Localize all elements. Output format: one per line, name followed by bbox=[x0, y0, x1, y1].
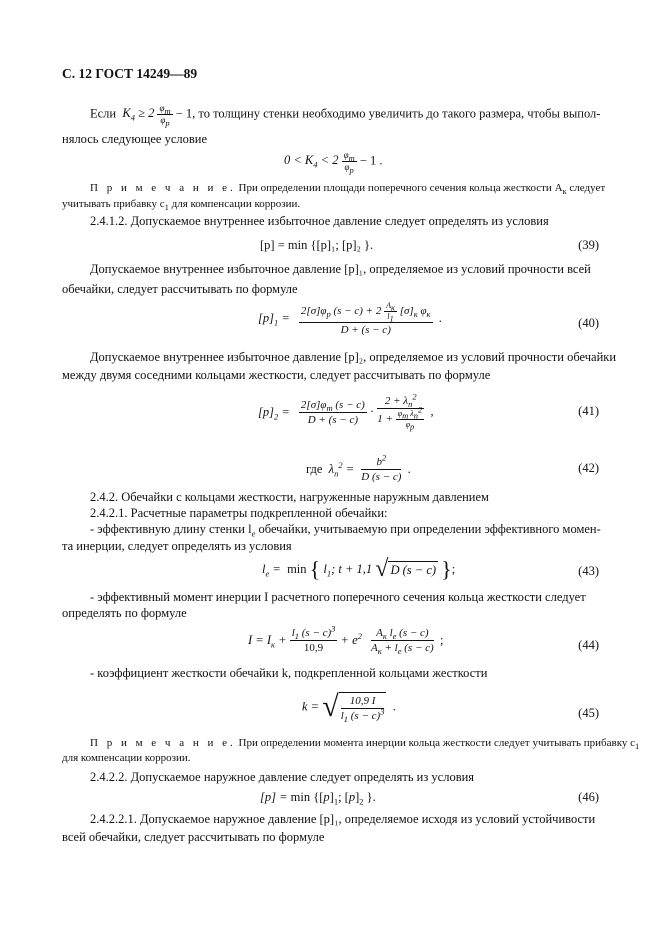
equation-45-number: (45) bbox=[578, 706, 599, 720]
condition-formula: $0 < K_4 < 2$ $\frac{\varphi_т}{\varphi_p}$ − 1 . bbox=[284, 150, 383, 175]
equation-42-number: (42) bbox=[578, 461, 599, 475]
bullet-effective-length: - эффективную длину стенки $l_e$ обечайки, учитываемую при определении эффективного момен- bbox=[90, 522, 601, 539]
equation-42: где $\lambda_n^2$ = $\frac{b^2}{D (s - c)}$ . bbox=[306, 452, 411, 483]
note-1-line2: учитывать прибавку $c_1$ для компенсации коррозии. bbox=[62, 198, 301, 213]
page-header: С. 12 ГОСТ 14249—89 bbox=[62, 66, 198, 81]
equation-39: [p] = min {[p]₁; [p]₂ }. bbox=[260, 238, 374, 252]
note-2-line2: для компенсации коррозии. bbox=[62, 752, 191, 764]
section-2-4-2-2-1-line2: всей обечайки, следует рассчитывать по формуле bbox=[62, 830, 325, 844]
equation-41-number: (41) bbox=[578, 404, 599, 418]
bullet-moment-of-inertia: - эффективный момент инерции I расчетного поперечного сечения кольца жесткости следует bbox=[90, 590, 586, 604]
equation-43: $l_e = \min$ { $l_1$; t + 1,1 √ D (s − c) }; bbox=[262, 556, 456, 582]
para-p1-line2: обечайки, следует рассчитывать по формуле bbox=[62, 282, 298, 296]
para-p2-line2: между двумя соседними кольцами жесткости, следует рассчитывать по формуле bbox=[62, 368, 491, 382]
equation-46-number: (46) bbox=[578, 790, 599, 804]
section-2-4-2-2-1: 2.4.2.2.1. Допускаемое наружное давление [p]₁, определяемое исходя из условий устойчивости bbox=[90, 812, 596, 826]
equation-45: k = √ $\frac{10,9 I}{l_1 (s - c)^3}$ . bbox=[302, 690, 396, 724]
bullet-effective-length-line2: та инерции, следует определять из условия bbox=[62, 539, 292, 553]
para-p2: Допускаемое внутреннее избыточное давление [p]₂, определяемое из условий прочности обечайки bbox=[90, 350, 617, 364]
equation-44: $I = I_к$ + $\frac{l_1 (s - c)^3}{10,9}$ + $e^2$ $\frac{A_к l_e (s - c)}{A_к + l_e (s - c)}$ ; bbox=[248, 623, 444, 657]
equation-39-number: (39) bbox=[578, 238, 599, 252]
section-2-4-2-2: 2.4.2.2. Допускаемое наружное давление следует определять из условия bbox=[90, 770, 475, 784]
bullet-moment-of-inertia-line2: определять по формуле bbox=[62, 606, 187, 620]
para-if-continuation: нялось следующее условие bbox=[62, 132, 208, 146]
equation-43-number: (43) bbox=[578, 564, 599, 578]
para-if-condition: Если $K_4 \ge 2$ $\frac{\varphi_т}{\varphi_p}$ − 1, то толщину стенки необходимо увеличить до такого размера, чтобы выпол- bbox=[90, 103, 601, 128]
section-2-4-2-1: 2.4.2.1. Расчетные параметры подкрепленной обечайки: bbox=[90, 506, 388, 520]
equation-41: $[p]_2$ = $\frac{2[\sigma]\varphi_т (s - c)}{D + (s - c)}$ · $2 + \lambda_n^2$ 1 + $\frac{\varphi_т \lambda_n^2}{\varphi_p}$ , bbox=[258, 391, 434, 432]
bullet-stiffness: - коэффициент жесткости обечайки k, подкрепленной кольцами жесткости bbox=[90, 666, 488, 680]
section-2-4-1-2: 2.4.1.2. Допускаемое внутреннее избыточное давление следует определять из условия bbox=[90, 214, 549, 228]
equation-44-number: (44) bbox=[578, 638, 599, 652]
equation-40: $[p]_1$ = $2[\sigma]\varphi_p$ (s − c) + 2 $\frac{A_к}{l_1}$ $[\sigma]_к$ $\varphi_к$ D + (s − c) . bbox=[258, 300, 442, 336]
equation-40-number: (40) bbox=[578, 316, 599, 330]
equation-46: $[p] = \min \{[p]_1$; $[p]_2$ }. bbox=[260, 790, 376, 807]
section-2-4-2: 2.4.2. Обечайки с кольцами жесткости, нагруженные наружным давлением bbox=[90, 490, 489, 504]
note-2: П р и м е ч а н и е. При определении момента инерции кольца жесткости следует учитывать прибавку $c_1$ bbox=[90, 737, 640, 752]
para-p1: Допускаемое внутреннее избыточное давление [p]₁, определяемое из условий прочности всей bbox=[90, 262, 591, 276]
note-1: П р и м е ч а н и е. При определении площади поперечного сечения кольца жесткости $A_к$ следует bbox=[90, 182, 606, 197]
